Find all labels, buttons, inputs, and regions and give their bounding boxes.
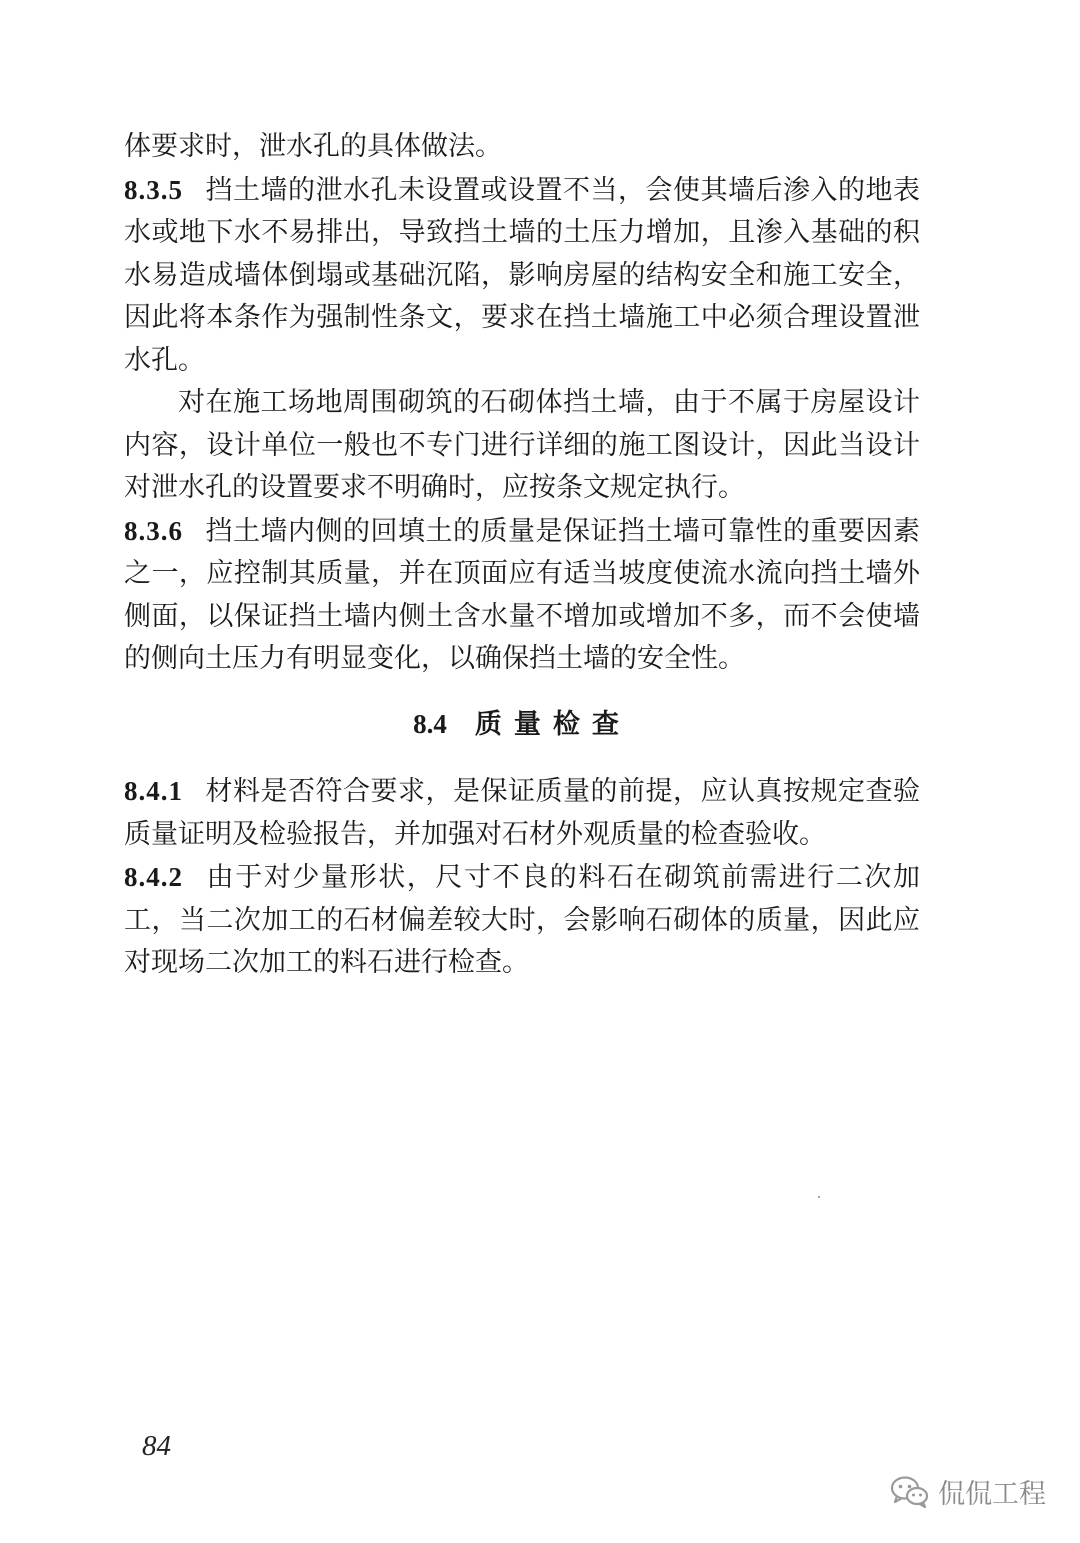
- clause-text: 材料是否符合要求，是保证质量的前提，应认真按规定查验质量证明及检验报告，并加强对石材外观质量的检查验收。: [124, 776, 920, 850]
- watermark: [890, 1472, 1046, 1511]
- clause-number: 8.4.2: [124, 862, 183, 892]
- clause-8-4-2: [124, 856, 920, 985]
- clause-8-4-1: [124, 770, 920, 856]
- clause-text: 由于对少量形状，尺寸不良的料石在砌筑前需进行二次加工，当二次加工的石材偏差较大时，会影响石砌体的质量，因此应对现场二次加工的料石进行检查。: [124, 862, 920, 978]
- clause-8-3-5: [124, 169, 920, 383]
- section-heading-8-4: [124, 703, 920, 747]
- clause-number: 8.4.1: [124, 776, 183, 806]
- wechat-icon: [890, 1475, 930, 1509]
- clause-8-3-5-paragraph-2: 对在施工场地周围砌筑的石砌体挡土墙，由于不属于房屋设计内容，设计单位一般也不专门进行详细的施工图设计，因此当设计对泄水孔的设置要求不明确时，应按条文规定执行。: [124, 387, 920, 503]
- intro-paragraph: 体要求时，泄水孔的具体做法。: [124, 131, 502, 162]
- section-title: 质量检查: [474, 708, 631, 740]
- clause-number: 8.3.6: [124, 515, 183, 546]
- clause-text: 挡土墙的泄水孔未设置或设置不当，会使其墙后渗入的地表水或地下水不易排出，导致挡土墙的土压力增加，且渗入基础的积水易造成墙体倒塌或基础沉陷，影响房屋的结构安全和施工安全，因此将本条作为强制性条文，要求在挡土墙施工中必须合理设置泄水孔。: [124, 174, 920, 376]
- clause-text: 挡土墙内侧的回填土的质量是保证挡土墙可靠性的重要因素之一，应控制其质量，并在顶面应有适当坡度使流水流向挡土墙外侧面，以保证挡土墙内侧土含水量不增加或增加不多，而不会使墙的侧向土压力有明显变化，以确保挡土墙的安全性。: [124, 515, 920, 674]
- clause-number: 8.3.5: [124, 174, 183, 205]
- page-number: 84: [142, 1430, 171, 1462]
- watermark-text: 侃侃工程: [938, 1479, 1046, 1510]
- clause-8-3-6: [124, 510, 920, 681]
- scan-speck: [818, 1196, 820, 1198]
- section-number: 8.4: [413, 708, 447, 739]
- document-page: [124, 126, 920, 985]
